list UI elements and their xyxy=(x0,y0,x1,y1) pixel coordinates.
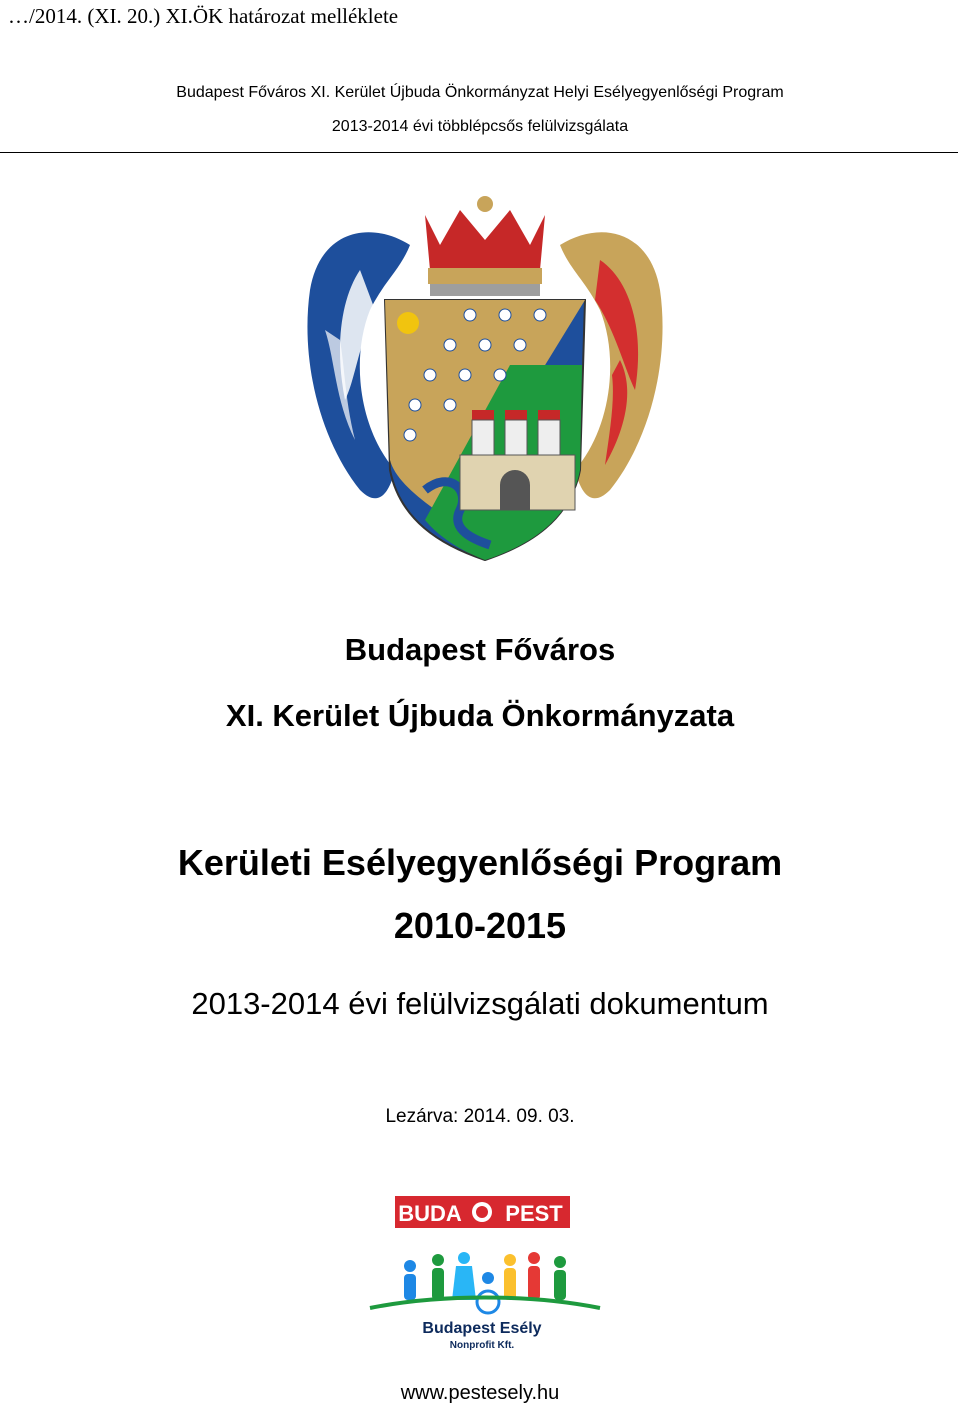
people-icon xyxy=(404,1252,566,1313)
closed-date: Lezárva: 2014. 09. 03. xyxy=(385,1106,575,1127)
budapest-esely-logo xyxy=(360,1190,610,1360)
logo-brand-left: BUDA xyxy=(398,1201,462,1226)
title-program: Kerületi Esélyegyenlőségi Program xyxy=(177,842,783,883)
header-divider xyxy=(0,152,958,153)
title-period: 2010-2015 xyxy=(393,905,567,946)
coat-of-arms-icon xyxy=(300,190,670,570)
logo-org-name: Budapest Esély xyxy=(422,1320,542,1337)
title-document-type: 2013-2014 évi felülvizsgálati dokumentum xyxy=(191,986,769,1021)
title-city: Budapest Főváros xyxy=(344,632,616,667)
header-line-1: Budapest Főváros XI. Kerület Újbuda Önkormányzat Helyi Esélyegyenlőségi Program xyxy=(176,84,784,101)
logo-brand-right: PEST xyxy=(505,1201,563,1226)
header-line-2: 2013-2014 évi többlépcsős felülvizsgálata xyxy=(331,118,629,135)
logo-org-subtitle: Nonprofit Kft. xyxy=(449,1340,515,1351)
website-link[interactable]: www.pestesely.hu xyxy=(400,1382,560,1404)
resolution-reference: …/2014. (XI. 20.) XI.ÖK határozat melléklete xyxy=(8,4,399,28)
title-municipality: XI. Kerület Újbuda Önkormányzata xyxy=(225,698,735,733)
